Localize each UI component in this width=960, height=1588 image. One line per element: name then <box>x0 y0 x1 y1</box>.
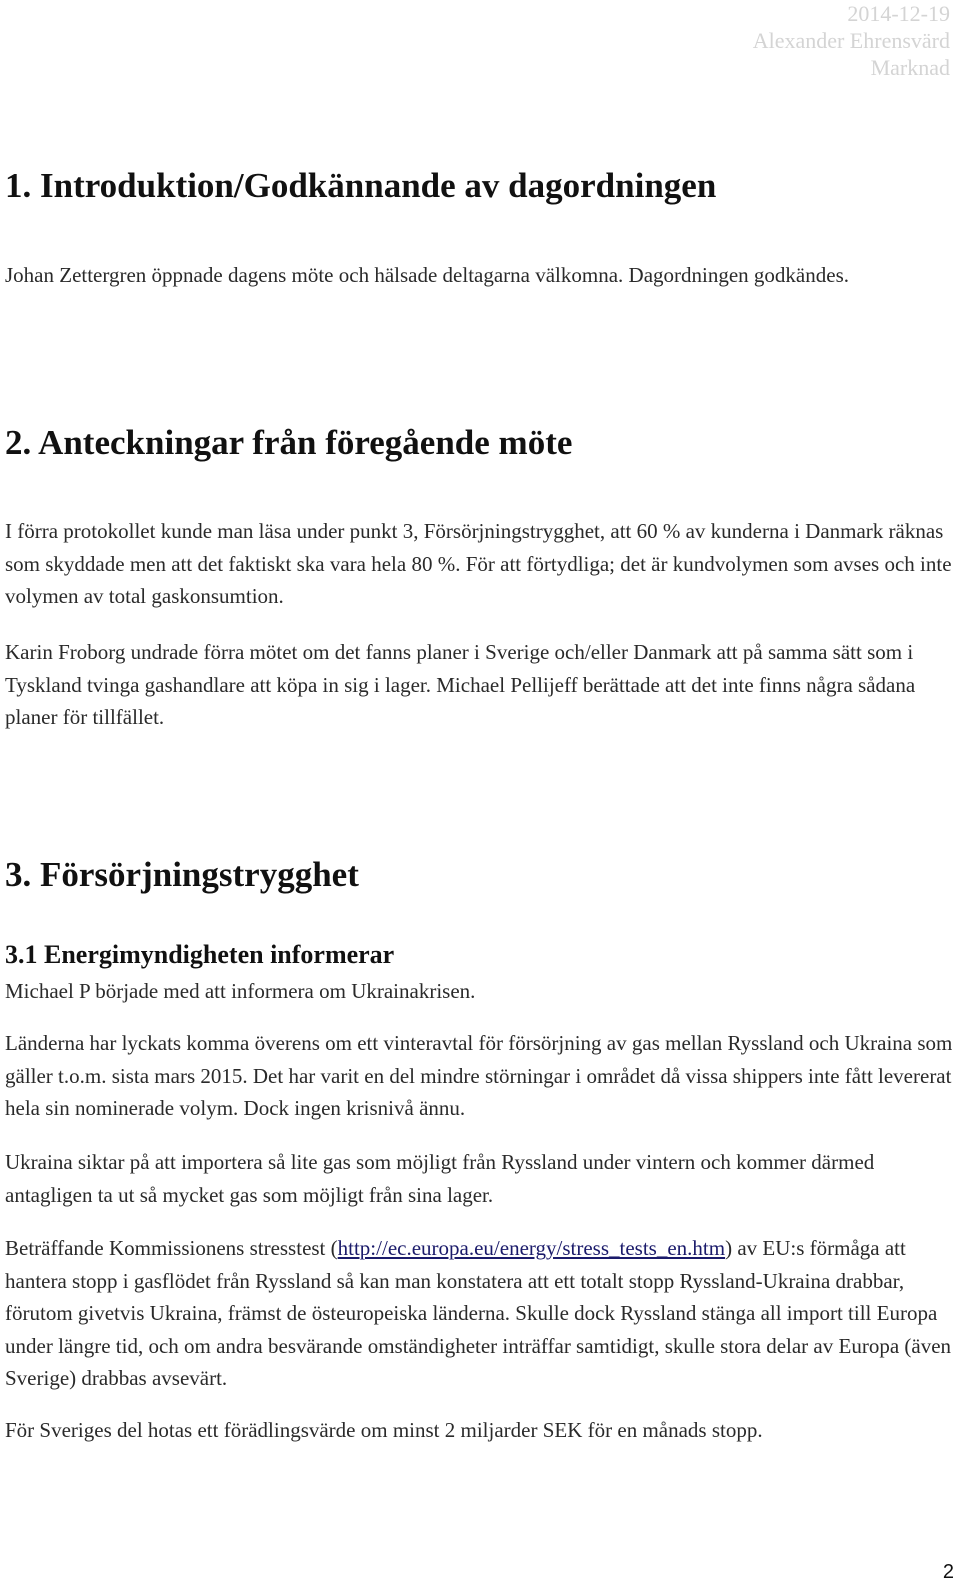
subsection-paragraph-5: För Sveriges del hotas ett förädlingsvärde om minst 2 miljarder SEK för en månads stopp. <box>5 1418 763 1442</box>
header-date: 2014-12-19 <box>847 1 950 26</box>
paragraph-4-text-start: Beträffande Kommissionens stresstest ( <box>5 1236 338 1260</box>
section-2-paragraph-2: Karin Froborg undrade förra mötet om det fanns planer i Sverige och/eller Danmark att på samma sätt som i Tyskland tvinga gashandlare att köpa in sig i lager. Michael Pellijeff berättade att det inte finns några sådana planer för tillfället. <box>5 640 916 729</box>
subsection-paragraph-1: Michael P började med att informera om Ukrainakrisen. <box>5 979 476 1003</box>
header-department: Marknad <box>870 55 950 80</box>
subsection-paragraph-2: Länderna har lyckats komma överens om ett vinteravtal för försörjning av gas mellan Ryssland och Ukraina som gäller t.o.m. sista mars 2015. Det har varit en del mindre störningar i området då vissa shippers inte fått levererat hela sin nominerade volym. Dock ingen krisnivå ännu. <box>5 1031 953 1120</box>
subsection-paragraph-4 <box>5 1232 955 1395</box>
paragraph-4-text-end: ) av EU:s förmåga att hantera stopp i gasflödet från Ryssland så kan man konstatera att ett totalt stopp Ryssland-Ukraina drabbar, förutom givetvis Ukraina, främst de östeuropeiska länderna. Skulle dock Ryssland stänga all import till Europa under längre tid, och om andra besvärande omständigheter inträffar samtidigt, skulle stora delar av Europa (även Sverige) drabbas avsevärt. <box>5 1236 952 1390</box>
stress-test-link[interactable]: http://ec.europa.eu/energy/stress_tests_en.htm <box>337 1236 726 1260</box>
header-author: Alexander Ehrensvärd <box>752 28 950 53</box>
section-1-paragraph: Johan Zettergren öppnade dagens möte och hälsade deltagarna välkomna. Dagordningen godkändes. <box>5 263 849 287</box>
section-2-heading: 2. Anteckningar från föregående möte <box>5 423 573 462</box>
section-1-heading: 1. Introduktion/Godkännande av dagordningen <box>5 166 717 205</box>
document-header <box>753 0 950 81</box>
page-number: 2 <box>942 1561 954 1583</box>
subsection-3-1-heading: 3.1 Energimyndigheten informerar <box>5 940 395 969</box>
section-2-paragraph-1: I förra protokollet kunde man läsa under punkt 3, Försörjningstrygghet, att 60 % av kunderna i Danmark räknas som skyddade men att det faktiskt ska vara hela 80 %. För att förtydliga; det är kundvolymen som avses och inte volymen av total gaskonsumtion. <box>5 519 952 608</box>
subsection-paragraph-3: Ukraina siktar på att importera så lite gas som möjligt från Ryssland under vintern och kommer därmed antagligen ta ut så mycket gas som möjligt från sina lager. <box>5 1150 875 1207</box>
section-3-heading: 3. Försörjningstrygghet <box>5 855 359 894</box>
